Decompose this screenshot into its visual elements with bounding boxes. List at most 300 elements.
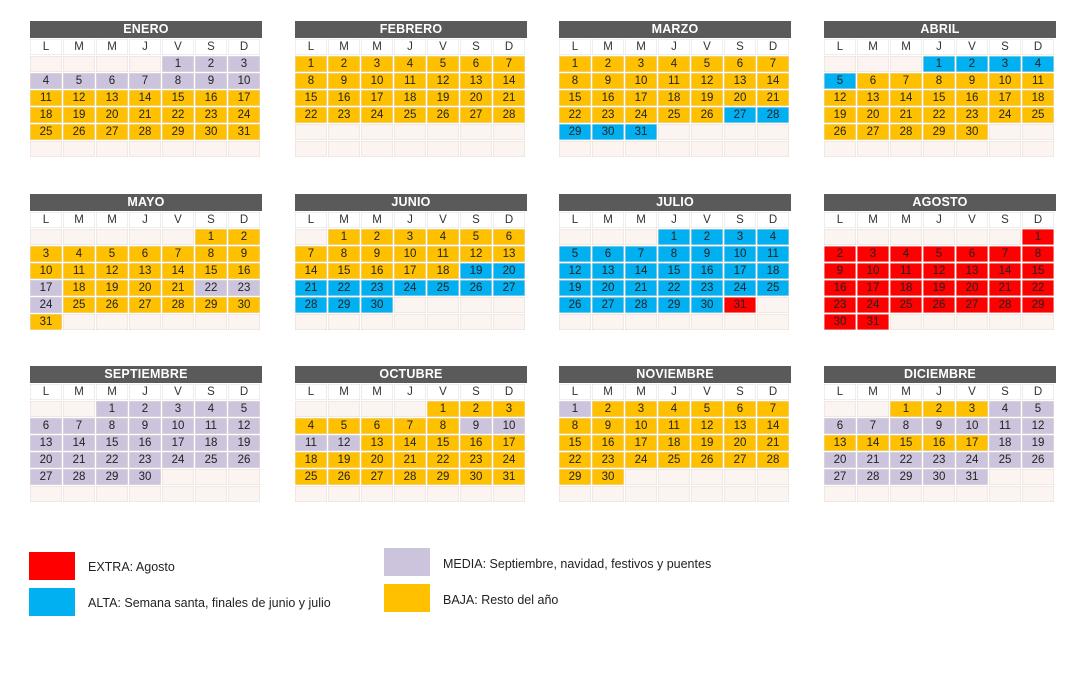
day-cell: 12 [1022, 418, 1054, 434]
day-cell: 21 [989, 280, 1021, 296]
day-cell: 30 [956, 124, 988, 140]
empty-cell [691, 124, 723, 140]
day-cell: 13 [724, 418, 756, 434]
day-cell: 6 [460, 56, 492, 72]
weekday-header: D [228, 39, 260, 55]
weekday-header: S [989, 384, 1021, 400]
empty-cell [923, 486, 955, 502]
empty-cell [195, 469, 227, 485]
empty-cell [394, 486, 426, 502]
day-cell: 17 [394, 263, 426, 279]
day-cell: 12 [923, 263, 955, 279]
empty-cell [923, 229, 955, 245]
day-cell: 25 [427, 280, 459, 296]
day-cell: 18 [63, 280, 95, 296]
day-cell: 3 [724, 229, 756, 245]
day-cell: 17 [162, 435, 194, 451]
weekday-header: M [63, 384, 95, 400]
day-cell: 4 [1022, 56, 1054, 72]
day-cell: 11 [757, 246, 789, 262]
day-cell: 26 [328, 469, 360, 485]
day-cell: 18 [30, 107, 62, 123]
day-cell: 7 [493, 56, 525, 72]
empty-cell [592, 141, 624, 157]
month-junio [295, 194, 527, 330]
weekday-header: V [691, 212, 723, 228]
empty-cell [757, 124, 789, 140]
day-cell: 26 [427, 107, 459, 123]
day-cell: 6 [30, 418, 62, 434]
day-cell: 21 [63, 452, 95, 468]
day-cell: 19 [96, 280, 128, 296]
empty-cell [691, 486, 723, 502]
day-cell: 18 [195, 435, 227, 451]
weekday-header: S [724, 39, 756, 55]
day-cell: 26 [460, 280, 492, 296]
empty-cell [30, 56, 62, 72]
day-cell: 31 [30, 314, 62, 330]
day-cell: 24 [989, 107, 1021, 123]
weekday-header: S [460, 39, 492, 55]
day-cell: 26 [228, 452, 260, 468]
empty-cell [824, 56, 856, 72]
empty-cell [195, 314, 227, 330]
month-febrero [295, 21, 527, 157]
day-cell: 29 [195, 297, 227, 313]
empty-cell [295, 124, 327, 140]
empty-cell [625, 469, 657, 485]
empty-cell [460, 124, 492, 140]
day-cell: 9 [228, 246, 260, 262]
empty-cell [592, 229, 624, 245]
day-cell: 27 [824, 469, 856, 485]
day-cell: 10 [989, 73, 1021, 89]
weekday-header: V [691, 39, 723, 55]
day-cell: 23 [460, 452, 492, 468]
day-cell: 27 [460, 107, 492, 123]
day-cell: 20 [592, 280, 624, 296]
day-cell: 28 [890, 124, 922, 140]
weekday-header: M [890, 39, 922, 55]
day-cell: 8 [295, 73, 327, 89]
day-cell: 26 [691, 452, 723, 468]
empty-cell [328, 401, 360, 417]
empty-cell [857, 401, 889, 417]
day-cell: 1 [328, 229, 360, 245]
empty-cell [162, 314, 194, 330]
day-cell: 22 [162, 107, 194, 123]
empty-cell [162, 486, 194, 502]
empty-cell [63, 314, 95, 330]
day-cell: 1 [162, 56, 194, 72]
day-cell: 21 [857, 452, 889, 468]
empty-cell [824, 141, 856, 157]
day-cell: 26 [559, 297, 591, 313]
empty-cell [162, 469, 194, 485]
day-cell: 15 [923, 90, 955, 106]
empty-cell [1022, 469, 1054, 485]
weekday-header: V [427, 39, 459, 55]
empty-cell [824, 486, 856, 502]
day-cell: 16 [691, 263, 723, 279]
empty-cell [394, 124, 426, 140]
month-diciembre [824, 366, 1056, 502]
weekday-header: M [890, 212, 922, 228]
day-cell: 23 [824, 297, 856, 313]
empty-cell [427, 314, 459, 330]
weekday-header: L [295, 212, 327, 228]
day-cell: 1 [923, 56, 955, 72]
day-cell: 1 [295, 56, 327, 72]
day-cell: 15 [559, 90, 591, 106]
day-cell: 13 [824, 435, 856, 451]
month-grid [824, 212, 1056, 330]
day-cell: 7 [625, 246, 657, 262]
weekday-header: M [328, 212, 360, 228]
day-cell: 24 [30, 297, 62, 313]
day-cell: 28 [625, 297, 657, 313]
day-cell: 15 [328, 263, 360, 279]
day-cell: 13 [592, 263, 624, 279]
day-cell: 24 [361, 107, 393, 123]
empty-cell [658, 141, 690, 157]
day-cell: 20 [824, 452, 856, 468]
weekday-header: S [195, 39, 227, 55]
empty-cell [427, 141, 459, 157]
day-cell: 3 [162, 401, 194, 417]
empty-cell [857, 56, 889, 72]
day-cell: 21 [757, 435, 789, 451]
day-cell: 4 [195, 401, 227, 417]
day-cell: 27 [30, 469, 62, 485]
day-cell: 17 [724, 263, 756, 279]
day-cell: 22 [96, 452, 128, 468]
day-cell: 3 [394, 229, 426, 245]
empty-cell [96, 229, 128, 245]
weekday-header: J [923, 212, 955, 228]
month-mayo [30, 194, 262, 330]
day-cell: 2 [129, 401, 161, 417]
day-cell: 3 [493, 401, 525, 417]
empty-cell [559, 141, 591, 157]
empty-cell [757, 141, 789, 157]
weekday-header: J [129, 384, 161, 400]
day-cell: 12 [559, 263, 591, 279]
day-cell: 10 [493, 418, 525, 434]
day-cell: 1 [96, 401, 128, 417]
empty-cell [1022, 486, 1054, 502]
weekday-header: D [1022, 384, 1054, 400]
day-cell: 23 [195, 107, 227, 123]
day-cell: 22 [890, 452, 922, 468]
day-cell: 7 [757, 56, 789, 72]
day-cell: 24 [625, 107, 657, 123]
day-cell: 4 [757, 229, 789, 245]
day-cell: 27 [592, 297, 624, 313]
day-cell: 27 [956, 297, 988, 313]
day-cell: 19 [427, 90, 459, 106]
day-cell: 11 [989, 418, 1021, 434]
empty-cell [923, 314, 955, 330]
day-cell: 14 [63, 435, 95, 451]
empty-cell [989, 314, 1021, 330]
day-cell: 30 [228, 297, 260, 313]
empty-cell [824, 401, 856, 417]
day-cell: 26 [1022, 452, 1054, 468]
empty-cell [129, 486, 161, 502]
empty-cell [328, 314, 360, 330]
month-title: OCTUBRE [295, 366, 527, 383]
weekday-header: V [162, 39, 194, 55]
day-cell: 3 [361, 56, 393, 72]
empty-cell [857, 229, 889, 245]
day-cell: 13 [361, 435, 393, 451]
day-cell: 27 [493, 280, 525, 296]
day-cell: 28 [757, 452, 789, 468]
weekday-header: L [295, 39, 327, 55]
day-cell: 23 [956, 107, 988, 123]
day-cell: 6 [824, 418, 856, 434]
weekday-header: L [559, 39, 591, 55]
day-cell: 6 [857, 73, 889, 89]
day-cell: 19 [691, 435, 723, 451]
empty-cell [30, 401, 62, 417]
legend-swatch-extra [29, 552, 75, 580]
month-grid [30, 212, 262, 330]
day-cell: 22 [559, 452, 591, 468]
day-cell: 9 [195, 73, 227, 89]
day-cell: 12 [691, 73, 723, 89]
month-enero [30, 21, 262, 157]
day-cell: 7 [890, 73, 922, 89]
day-cell: 12 [96, 263, 128, 279]
day-cell: 10 [625, 73, 657, 89]
empty-cell [295, 314, 327, 330]
day-cell: 7 [129, 73, 161, 89]
day-cell: 6 [493, 229, 525, 245]
day-cell: 27 [724, 107, 756, 123]
day-cell: 31 [857, 314, 889, 330]
weekday-header: V [427, 384, 459, 400]
day-cell: 20 [361, 452, 393, 468]
empty-cell [493, 314, 525, 330]
day-cell: 1 [559, 401, 591, 417]
day-cell: 8 [658, 246, 690, 262]
day-cell: 22 [658, 280, 690, 296]
day-cell: 4 [427, 229, 459, 245]
weekday-header: J [923, 384, 955, 400]
month-title: MARZO [559, 21, 791, 38]
day-cell: 6 [724, 56, 756, 72]
day-cell: 7 [857, 418, 889, 434]
day-cell: 20 [30, 452, 62, 468]
day-cell: 23 [361, 280, 393, 296]
day-cell: 4 [658, 56, 690, 72]
day-cell: 30 [129, 469, 161, 485]
day-cell: 15 [295, 90, 327, 106]
day-cell: 8 [328, 246, 360, 262]
day-cell: 16 [361, 263, 393, 279]
weekday-header: S [195, 212, 227, 228]
empty-cell [96, 141, 128, 157]
day-cell: 15 [559, 435, 591, 451]
empty-cell [394, 141, 426, 157]
weekday-header: M [361, 39, 393, 55]
day-cell: 29 [1022, 297, 1054, 313]
day-cell: 13 [460, 73, 492, 89]
day-cell: 20 [96, 107, 128, 123]
weekday-header: M [592, 39, 624, 55]
day-cell: 23 [691, 280, 723, 296]
weekday-header: J [129, 39, 161, 55]
month-julio [559, 194, 791, 330]
day-cell: 29 [162, 124, 194, 140]
empty-cell [890, 56, 922, 72]
day-cell: 5 [328, 418, 360, 434]
month-grid [295, 212, 527, 330]
day-cell: 2 [691, 229, 723, 245]
day-cell: 23 [328, 107, 360, 123]
day-cell: 24 [724, 280, 756, 296]
weekday-header: D [1022, 212, 1054, 228]
month-grid [295, 384, 527, 502]
day-cell: 1 [890, 401, 922, 417]
weekday-header: J [658, 384, 690, 400]
day-cell: 8 [559, 73, 591, 89]
day-cell: 23 [592, 107, 624, 123]
day-cell: 3 [625, 401, 657, 417]
weekday-header: J [394, 39, 426, 55]
empty-cell [228, 141, 260, 157]
weekday-header: S [989, 212, 1021, 228]
day-cell: 21 [394, 452, 426, 468]
day-cell: 13 [724, 73, 756, 89]
day-cell: 6 [361, 418, 393, 434]
day-cell: 31 [625, 124, 657, 140]
day-cell: 2 [956, 56, 988, 72]
day-cell: 3 [228, 56, 260, 72]
month-grid [559, 384, 791, 502]
weekday-header: M [857, 39, 889, 55]
month-grid [30, 39, 262, 157]
day-cell: 10 [724, 246, 756, 262]
day-cell: 16 [129, 435, 161, 451]
day-cell: 26 [63, 124, 95, 140]
empty-cell [559, 486, 591, 502]
empty-cell [857, 141, 889, 157]
empty-cell [328, 124, 360, 140]
legend-label-baja: BAJA: Resto del año [443, 593, 559, 607]
empty-cell [295, 401, 327, 417]
empty-cell [162, 229, 194, 245]
empty-cell [96, 486, 128, 502]
day-cell: 15 [96, 435, 128, 451]
day-cell: 25 [658, 452, 690, 468]
day-cell: 9 [460, 418, 492, 434]
day-cell: 12 [63, 90, 95, 106]
empty-cell [493, 124, 525, 140]
weekday-header: V [691, 384, 723, 400]
day-cell: 15 [1022, 263, 1054, 279]
empty-cell [328, 486, 360, 502]
weekday-header: D [493, 384, 525, 400]
day-cell: 6 [724, 401, 756, 417]
day-cell: 21 [890, 107, 922, 123]
day-cell: 24 [228, 107, 260, 123]
month-title: JUNIO [295, 194, 527, 211]
weekday-header: D [493, 212, 525, 228]
day-cell: 8 [427, 418, 459, 434]
day-cell: 28 [989, 297, 1021, 313]
weekday-header: L [559, 212, 591, 228]
day-cell: 27 [857, 124, 889, 140]
day-cell: 22 [923, 107, 955, 123]
day-cell: 8 [1022, 246, 1054, 262]
day-cell: 26 [824, 124, 856, 140]
empty-cell [724, 124, 756, 140]
day-cell: 1 [559, 56, 591, 72]
day-cell: 21 [295, 280, 327, 296]
day-cell: 19 [691, 90, 723, 106]
day-cell: 13 [956, 263, 988, 279]
day-cell: 17 [625, 90, 657, 106]
weekday-header: L [30, 212, 62, 228]
empty-cell [228, 314, 260, 330]
empty-cell [129, 56, 161, 72]
empty-cell [691, 141, 723, 157]
day-cell: 9 [129, 418, 161, 434]
month-abril [824, 21, 1056, 157]
day-cell: 14 [129, 90, 161, 106]
day-cell: 28 [295, 297, 327, 313]
day-cell: 18 [394, 90, 426, 106]
empty-cell [724, 141, 756, 157]
legend-swatch-alta [29, 588, 75, 616]
day-cell: 24 [162, 452, 194, 468]
day-cell: 12 [328, 435, 360, 451]
day-cell: 16 [592, 90, 624, 106]
day-cell: 15 [658, 263, 690, 279]
empty-cell [824, 229, 856, 245]
empty-cell [195, 141, 227, 157]
empty-cell [625, 314, 657, 330]
legend-label-media: MEDIA: Septiembre, navidad, festivos y puentes [443, 557, 712, 571]
day-cell: 5 [460, 229, 492, 245]
day-cell: 5 [691, 56, 723, 72]
weekday-header: J [658, 212, 690, 228]
legend-swatch-media [384, 548, 430, 576]
day-cell: 2 [824, 246, 856, 262]
day-cell: 28 [394, 469, 426, 485]
day-cell: 23 [129, 452, 161, 468]
day-cell: 20 [129, 280, 161, 296]
day-cell: 2 [195, 56, 227, 72]
day-cell: 28 [857, 469, 889, 485]
empty-cell [427, 297, 459, 313]
day-cell: 8 [923, 73, 955, 89]
day-cell: 4 [63, 246, 95, 262]
day-cell: 30 [592, 124, 624, 140]
weekday-header: M [890, 384, 922, 400]
day-cell: 19 [228, 435, 260, 451]
day-cell: 24 [956, 452, 988, 468]
weekday-header: M [857, 212, 889, 228]
month-grid [559, 212, 791, 330]
weekday-header: D [757, 212, 789, 228]
empty-cell [890, 486, 922, 502]
empty-cell [757, 314, 789, 330]
empty-cell [625, 141, 657, 157]
